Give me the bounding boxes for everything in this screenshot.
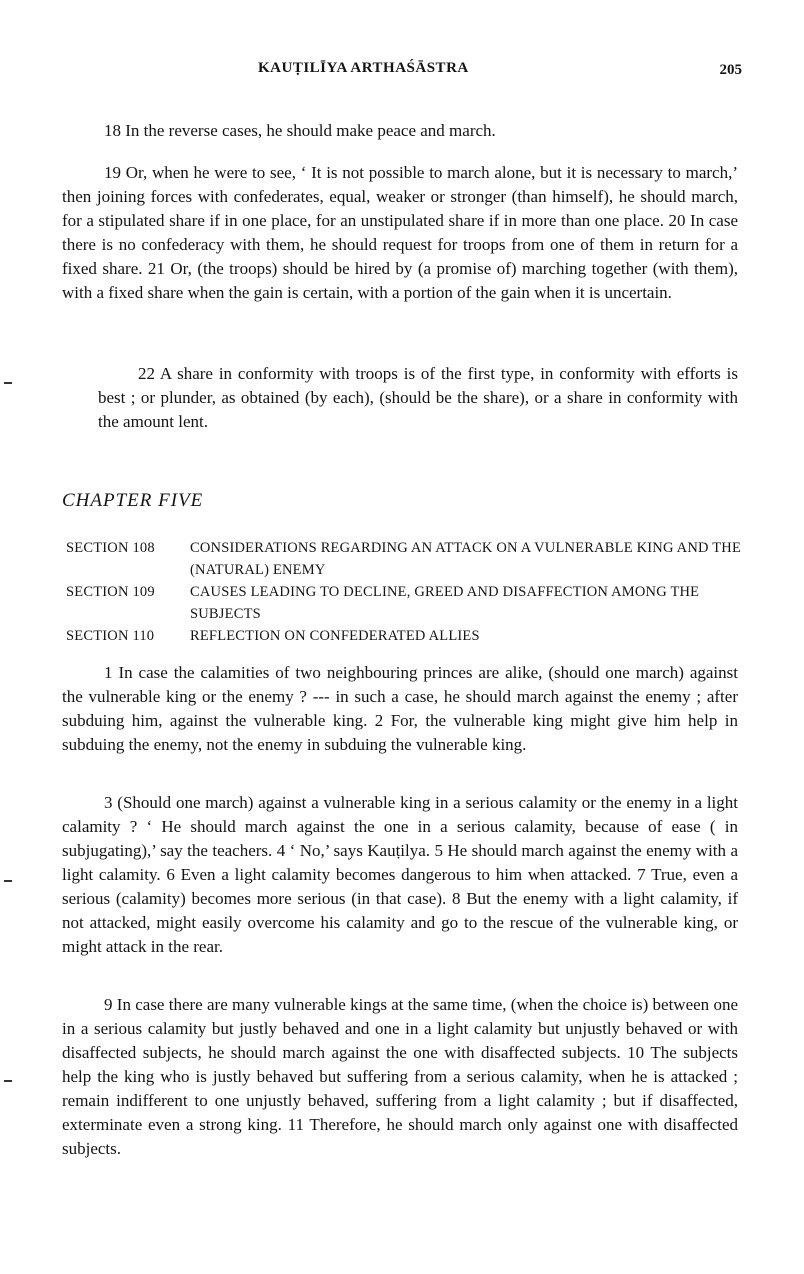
- section-number: SECTION 108: [66, 540, 155, 556]
- paragraph-19-block: [62, 161, 738, 305]
- paragraph: 18 In the reverse cases, he should make peace and march.: [104, 121, 496, 140]
- section-list: [66, 537, 746, 647]
- paragraph-3-block: [62, 791, 738, 959]
- running-head-title: KAUṬILĪYA ARTHAŚĀSTRA: [258, 60, 469, 76]
- page-number: 205: [719, 62, 742, 78]
- margin-mark: [4, 382, 12, 384]
- section-entry: [66, 581, 746, 625]
- margin-mark: [4, 880, 12, 882]
- section-title: CONSIDERATIONS REGARDING AN ATTACK ON A VULNERABLE KING AND THE (NATURAL) ENEMY: [190, 540, 742, 578]
- paragraph: 19 Or, when he were to see, ‘ It is not possible to march alone, but it is necessary to march,’ then joining forces with confederates, equal, weaker or stronger (than himself), he should march, for a stipulated share if in one place, for an unstipulated share if in more than one place. 20 In case there is no confederacy with them, he should request for troops from one of them in return for a fixed share. 21 Or, (the troops) should be hired by (a promise of) marching together (with them), with a fixed share when the gain is certain, with a portion of the gain when it is uncertain.: [62, 163, 738, 302]
- paragraph-22-block: [98, 362, 738, 434]
- section-title: REFLECTION ON CONFEDERATED ALLIES: [190, 628, 480, 644]
- chapter-title: CHAPTER FIVE: [62, 490, 204, 511]
- section-number: SECTION 109: [66, 584, 155, 600]
- paragraph-1-block: [62, 661, 738, 757]
- section-title: CAUSES LEADING TO DECLINE, GREED AND DISAFFECTION AMONG THE SUBJECTS: [190, 584, 700, 622]
- paragraph: 22 A share in conformity with troops is of the first type, in conformity with efforts is best ; or plunder, as obtained (by each), (should be the share), or a share in conformity with the amount lent.: [98, 364, 738, 431]
- running-head: [0, 60, 804, 84]
- paragraph-9-block: [62, 993, 738, 1161]
- paragraph: 3 (Should one march) against a vulnerable king in a serious calamity or the enemy in a light calamity ? ‘ He should march against the one in a serious calamity, because of ease ( in subjugating),’ say the teachers. 4 ‘ No,’ says Kauṭilya. 5 He should march against the enemy with a light calamity. 6 Even a light calamity becomes dangerous to him when attacked. 7 True, even a serious (calamity) becomes more serious (in that case). 8 But the enemy with a light calamity, if not attacked, might easily overcome his calamity and go to the rescue of the vulnerable king, or might attack in the rear.: [62, 793, 738, 956]
- paragraph: 1 In case the calamities of two neighbouring princes are alike, (should one march) against the vulnerable king or the enemy ? --- in such a case, he should march against the enemy ; after subduing him, against the vulnerable king. 2 For, the vulnerable king might give him help in subduing the enemy, not the enemy in subduing the vulnerable king.: [62, 663, 738, 754]
- margin-mark: [4, 1080, 12, 1082]
- paragraph-18-block: [62, 119, 738, 143]
- section-entry: [66, 625, 746, 647]
- paragraph: 9 In case there are many vulnerable kings at the same time, (when the choice is) between one in a serious calamity but justly behaved and one in a light calamity but unjustly behaved or with disaffected subjects, he should march against the one with disaffected subjects. 10 The subjects help the king who is justly behaved but suffering from a serious calamity, when he is attacked ; remain indifferent to one unjustly behaved, suffering from a light calamity ; but if disaffected, exterminate even a strong king. 11 Therefore, he should march only against one with disaffected subjects.: [62, 995, 738, 1158]
- section-entry: [66, 537, 746, 581]
- section-number: SECTION 110: [66, 628, 155, 644]
